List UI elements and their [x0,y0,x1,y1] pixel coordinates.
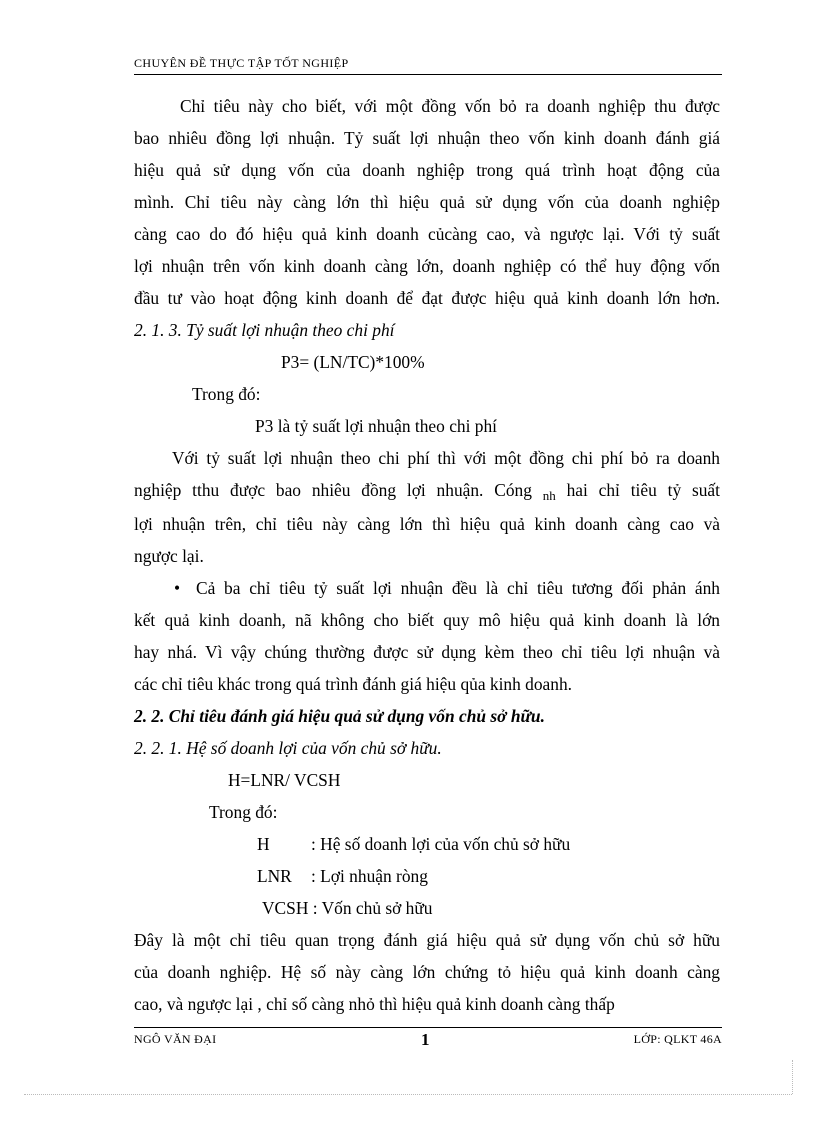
page-body [134,90,720,1020]
header-title: CHUYÊN ĐỀ THỰC TẬP TỐT NGHIỆP [134,56,349,70]
definition-p3: P3 là tỷ suất lợi nhuận theo chi phí [255,416,498,436]
bullet-icon: • [174,578,181,598]
trong-do-label: Trong đó: [192,384,261,404]
definition-row [134,892,720,924]
paragraph-line: Đây là một chỉ tiêu quan trọng đánh giá hiệu quả sử dụng vốn chủ sở hữu [134,930,720,950]
paragraph-line: đầu tư vào hoạt động kinh doanh để đạt được hiệu quả kinh doanh lớn hơn. [134,288,720,308]
definition-term: LNR [257,866,292,886]
section-heading-2-2-1: 2. 2. 1. Hệ số doanh lợi của vốn chủ sở hữu. [134,738,442,758]
section-heading-2-1-3: 2. 1. 3. Tỷ suất lợi nhuận theo chi phí [134,320,395,340]
bullet-item [134,572,720,604]
paragraph-line: của doanh nghiệp. Hệ số này càng lớn chứng tỏ hiệu quả kinh doanh càng [134,962,720,982]
paragraph-line: bao nhiêu đồng lợi nhuận. Tỷ suất lợi nhuận theo vốn kinh doanh đánh giá [134,128,720,148]
bullet-text: Cả ba chỉ tiêu tỷ suất lợi nhuận đều là chỉ tiêu tương đối phản ánh [196,578,720,598]
paragraph-line: lợi nhuận trên vốn kinh doanh càng lớn, doanh nghiệp có thể huy động vốn [134,256,720,276]
paragraph-line: hiệu quả sử dụng vốn của doanh nghiệp trong quá trình hoạt động của [134,160,720,180]
formula-p3: P3= (LN/TC)*100% [281,352,425,372]
paragraph-line: mình. Chỉ tiêu này càng lớn thì hiệu quả sử dụng vốn của doanh nghiệp [134,192,720,212]
paragraph-line [134,474,720,508]
page-footer [134,1027,722,1052]
text-segment: hai chỉ tiêu tỷ suất [566,480,720,500]
paragraph-line: Chỉ tiêu này cho biết, với một đồng vốn bỏ ra doanh nghiệp thu được [180,96,720,116]
paragraph-line: càng cao do đó hiệu quả kinh doanh củcàng cao, và ngược lại. Với tỷ suất [134,224,720,244]
page-header [134,56,722,75]
definition-term: H [257,834,270,854]
paragraph-line: cao, và ngược lại , chỉ số càng nhỏ thì hiệu quả kinh doanh càng thấp [134,994,615,1014]
paragraph-line: các chỉ tiêu khác trong quá trình đánh giá hiệu qủa kinh doanh. [134,674,573,694]
page-number: 1 [421,1030,430,1049]
text-segment: nghiệp tthu được bao nhiêu đồng lợi nhuận. Cóng [134,480,532,500]
trong-do-label: Trong đó: [209,802,278,822]
definition-desc: : Hệ số doanh lợi của vốn chủ sở hữu [311,834,571,854]
paragraph-line: kết quả kinh doanh, nã không cho biết quy mô hiệu quả kinh doanh là lớn [134,610,720,630]
definition-desc: : Lợi nhuận ròng [311,866,428,886]
paragraph-line: Với tỷ suất lợi nhuận theo chi phí thì với một đồng chi phí bỏ ra doanh [172,448,720,468]
footer-author: NGÔ VĂN ĐẠI [134,1032,217,1046]
paragraph-line: lợi nhuận trên, chỉ tiêu này càng lớn thì hiệu quả kinh doanh càng cao và [134,514,720,534]
paragraph-line: hay nhá. Vì vậy chúng thường được sử dụng kèm theo chỉ tiêu lợi nhuận và [134,642,720,662]
subscript-text: nh [542,488,556,503]
paragraph-line: ngược lại. [134,546,204,566]
definition-row [134,828,720,860]
definition-desc: : Vốn chủ sở hữu [312,898,433,918]
section-heading-2-2: 2. 2. Chỉ tiêu đánh giá hiệu quả sử dụng vốn chủ sở hữu. [134,706,545,726]
definition-term: VCSH [262,898,309,918]
footer-class: LỚP: QLKT 46A [633,1032,722,1046]
formula-h: H=LNR/ VCSH [228,770,341,790]
page-edge-divider [792,1060,793,1094]
definition-row [134,860,720,892]
page-edge-divider [24,1094,792,1095]
